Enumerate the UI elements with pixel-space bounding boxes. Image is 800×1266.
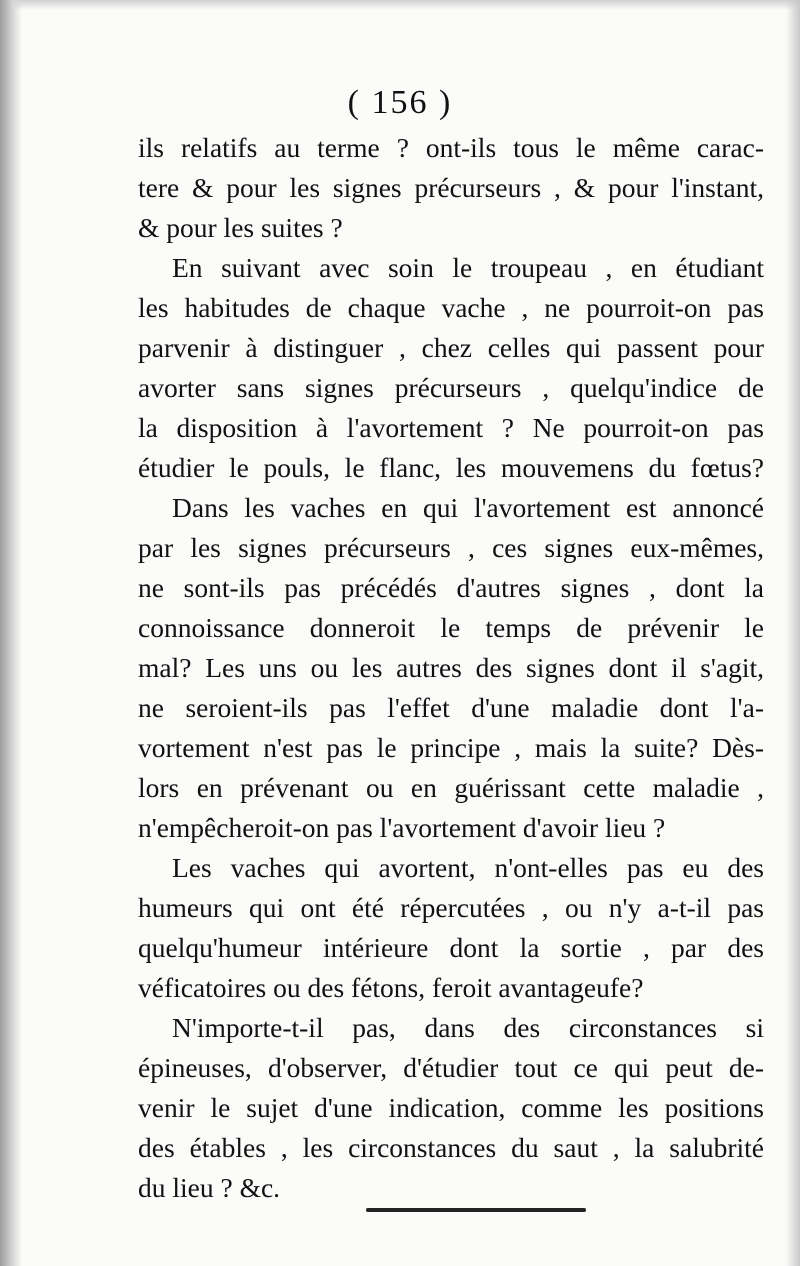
paragraph-start-line: Dans les vaches en qui l'avortement est annoncé xyxy=(172,492,764,523)
paragraph-start-line: En suivant avec soin le troupeau , en étudiant xyxy=(172,252,764,283)
text-line: ne seroient-ils pas l'effet d'une maladie dont l'a- xyxy=(138,692,764,723)
text-line: parvenir à distinguer , chez celles qui passent pour xyxy=(138,332,764,363)
end-ornament-rule xyxy=(366,1208,586,1212)
text-line: des étables , les circonstances du saut , la salubrité xyxy=(138,1132,764,1163)
page-top-edge xyxy=(0,0,800,10)
paragraph-start-line: Les vaches qui avortent, n'ont-elles pas eu des xyxy=(172,852,764,883)
text-line: connoissance donneroit le temps de prévenir le xyxy=(138,612,764,643)
text-line: par les signes précurseurs , ces signes eux-mêmes, xyxy=(138,532,764,563)
text-line: les habitudes de chaque vache , ne pourroit-on pas xyxy=(138,292,764,323)
text-line: ne sont-ils pas précédés d'autres signes , dont la xyxy=(138,572,764,603)
text-line: lors en prévenant ou en guérissant cette maladie , xyxy=(138,772,764,803)
body-text xyxy=(138,128,764,1208)
text-line: humeurs qui ont été répercutées , ou n'y a-t-il pas xyxy=(138,892,764,923)
text-line: tere & pour les signes précurseurs , & pour l'instant, xyxy=(138,172,764,203)
page-right-edge xyxy=(786,0,800,1266)
text-line: du lieu ? &c. xyxy=(138,1172,281,1203)
text-line: étudier le pouls, le flanc, les mouvemens du fœtus? xyxy=(138,452,764,483)
text-line: n'empêcheroit-on pas l'avortement d'avoir lieu ? xyxy=(138,812,666,843)
text-line: & pour les suites ? xyxy=(138,212,343,243)
binding-shadow xyxy=(0,0,22,1266)
text-line: ils relatifs au terme ? ont-ils tous le même carac- xyxy=(138,132,764,163)
text-line: venir le sujet d'une indication, comme les positions xyxy=(138,1092,764,1123)
text-line: avorter sans signes précurseurs , quelqu'indice de xyxy=(138,372,764,403)
text-line: quelqu'humeur intérieure dont la sortie , par des xyxy=(138,932,764,963)
text-line: vortement n'est pas le principe , mais la suite? Dès- xyxy=(138,732,764,763)
text-line: mal? Les uns ou les autres des signes dont il s'agit, xyxy=(138,652,764,683)
paragraph-start-line: N'importe-t-il pas, dans des circonstances si xyxy=(172,1012,764,1043)
page-number: ( 156 ) xyxy=(347,84,453,121)
text-line: la disposition à l'avortement ? Ne pourroit-on pas xyxy=(138,412,764,443)
text-line: véficatoires ou des fétons, feroit avantageufe? xyxy=(138,972,644,1003)
text-line: épineuses, d'observer, d'étudier tout ce qui peut de- xyxy=(138,1052,764,1083)
